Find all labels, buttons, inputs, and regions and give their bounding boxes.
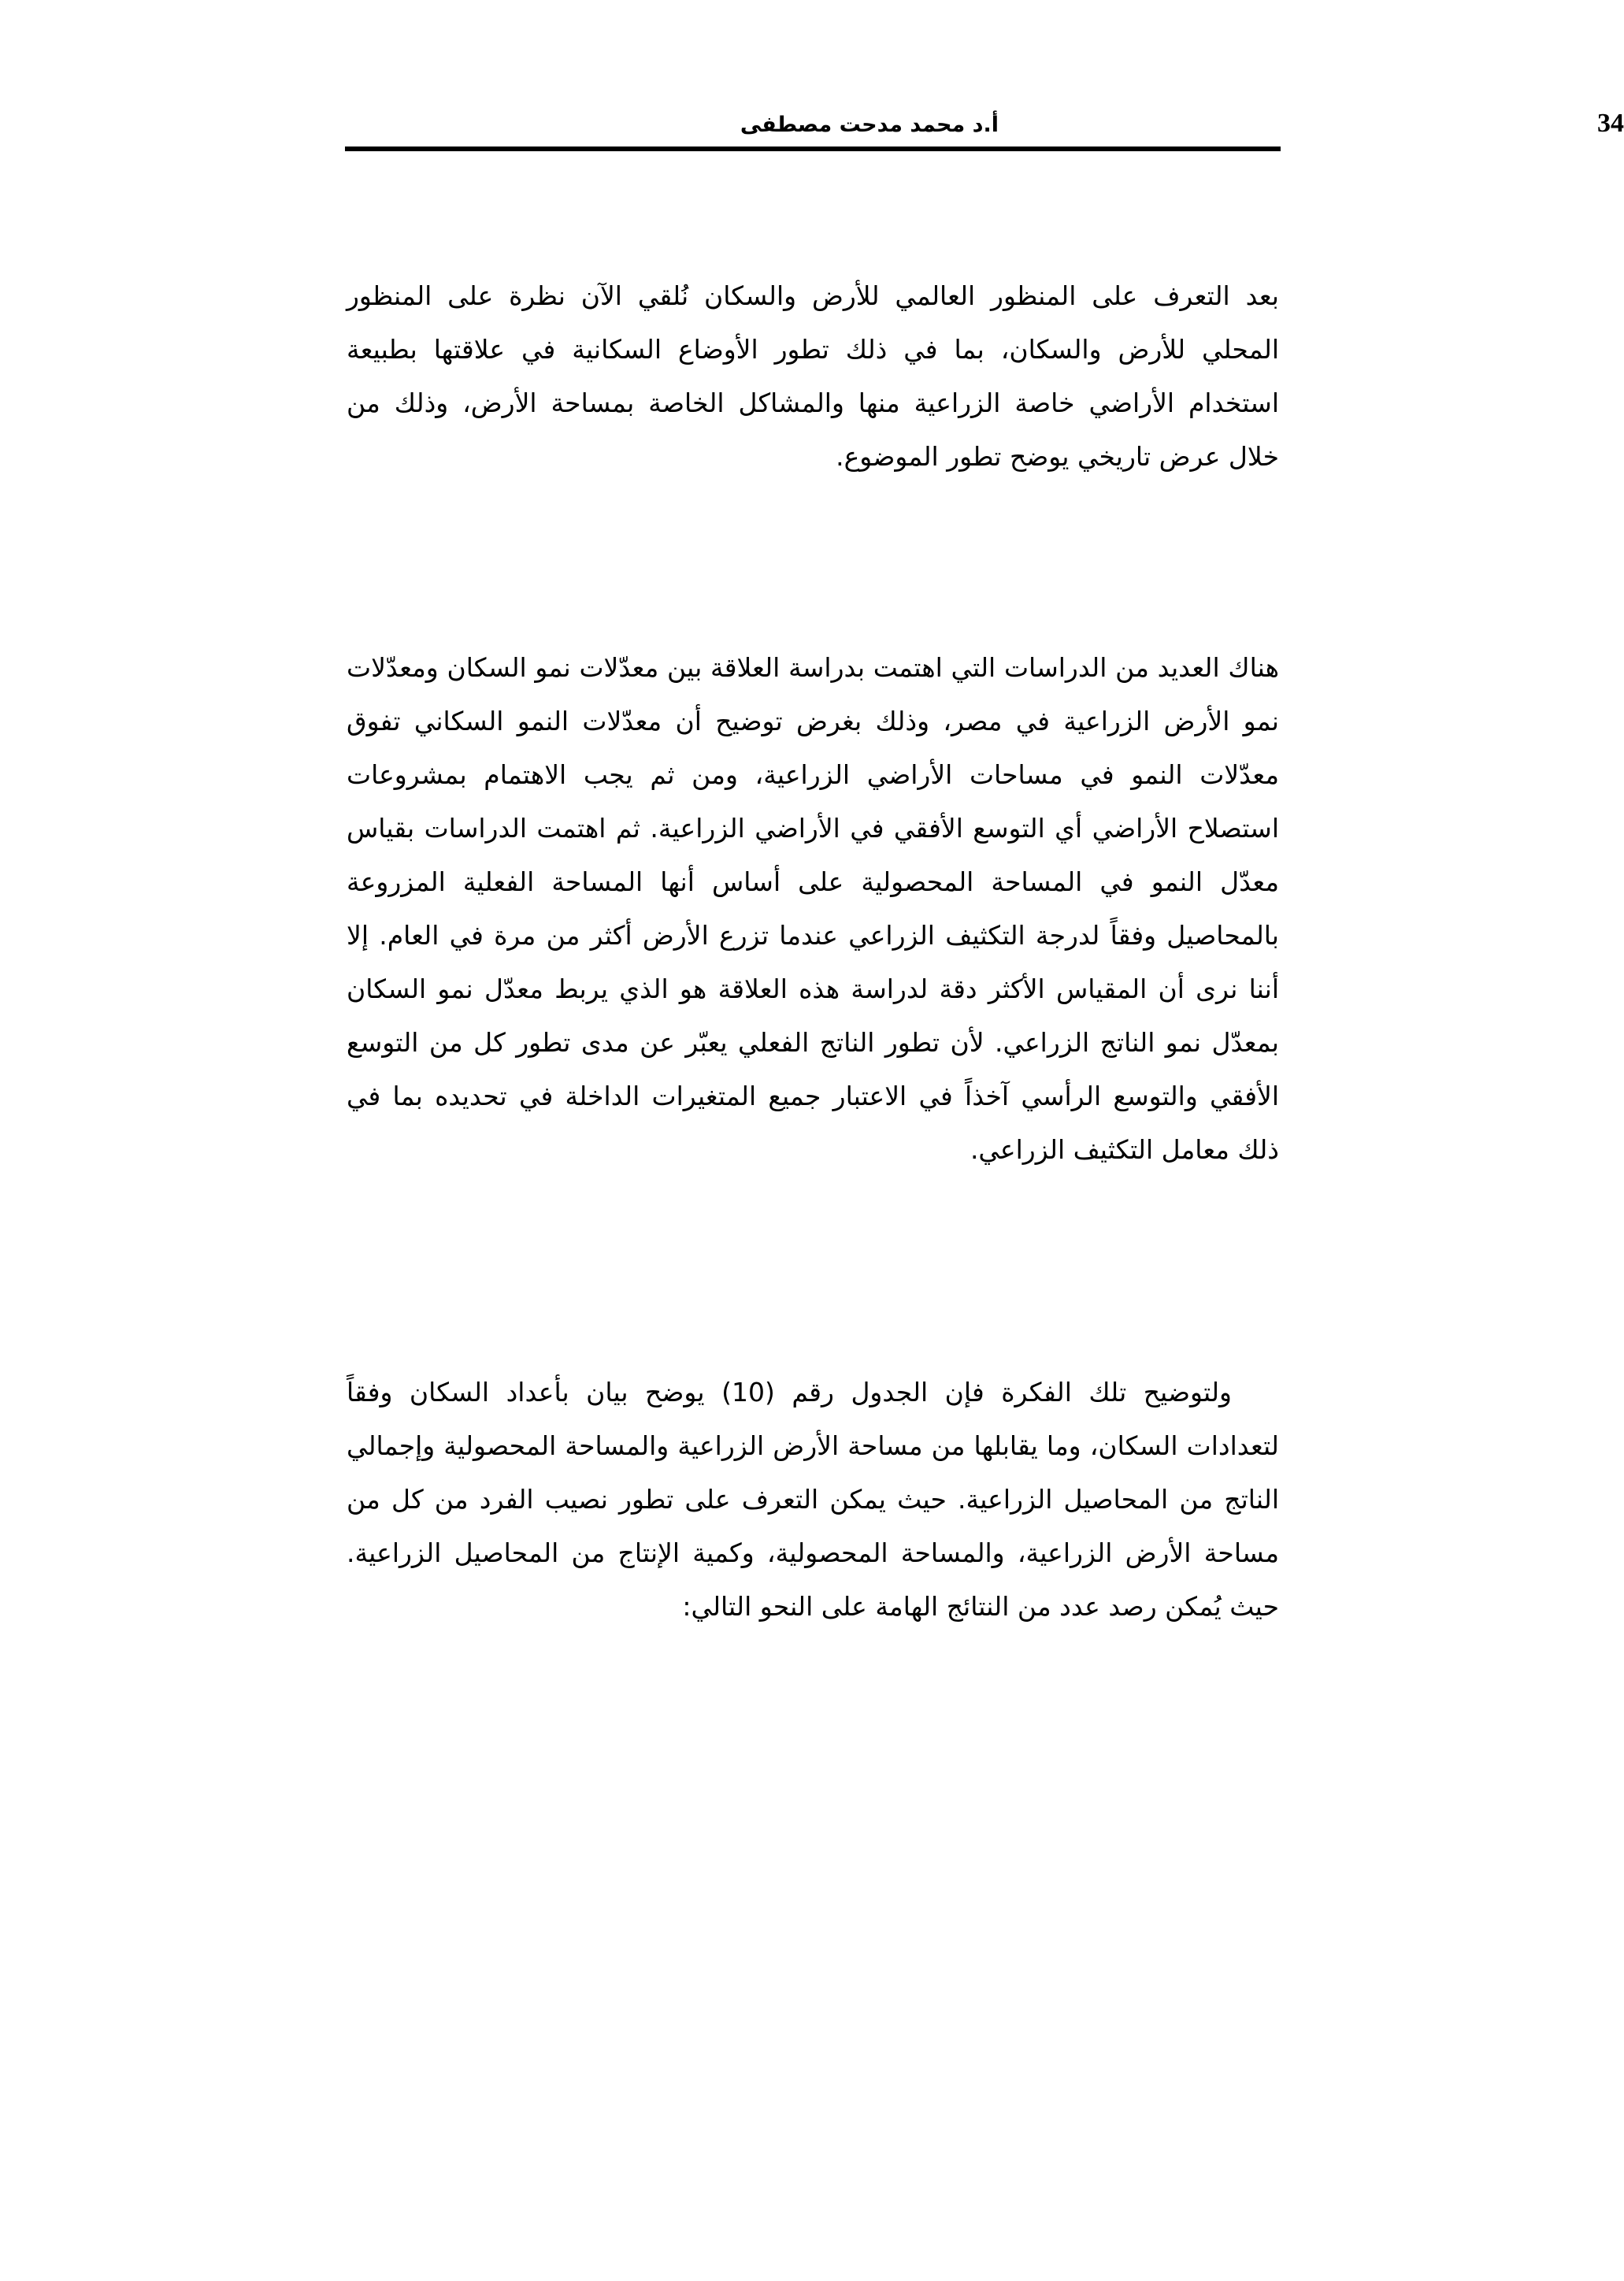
paragraph-studies: هناك العديد من الدراسات التي اهتمت بدراسة العلاقة بين معدّلات نمو السكان ومعدّلات نمو الأرض الزراعية في مصر، وذلك بغرض توضيح أن معدّلات النمو السكاني تفوق معدّلات النمو في مساحات الأراضي الزراعية، ومن ثم يجب الاهتمام بمشروعات استصلاح الأراضي أي التوسع الأفقي في الأراضي الزراعية. ثم اهتمت الدراسات بقياس معدّل النمو في المساحة المحصولية على أساس أنها المساحة الفعلية المزروعة بالمحاصيل وفقاً لدرجة التكثيف الزراعي عندما تزرع الأرض أكثر من مرة في العام. إلا أننا نرى أن المقياس الأكثر دقة لدراسة هذه العلاقة هو الذي يربط معدّل نمو السكان بمعدّل نمو الناتج الزراعي. لأن تطور الناتج الفعلي يعبّر عن مدى تطور كل من التوسع الأفقي والتوسع الرأسي آخذاً في الاعتبار جميع المتغيرات الداخلة في تحديده بما في ذلك معامل التكثيف الزراعي. — [347, 652, 1279, 1165]
page-number: 34 — [1597, 109, 1624, 138]
paragraph-table-explanation: ولتوضيح تلك الفكرة فإن الجدول رقم (10) يوضح بيان بأعداد السكان وفقاً لتعدادات السكان، وما يقابلها من مساحة الأرض الزراعية والمساحة المحصولية وإجمالي الناتج من المحاصيل الزراعية. حيث يمكن التعرف على تطور نصيب الفرد من كل من مساحة الأرض الزراعية، والمساحة المحصولية، وكمية الإنتاج من المحاصيل الزراعية. حيث يُمكن رصد عدد من النتائج الهامة على النحو التالي: — [347, 1377, 1279, 1622]
paragraph-intro: بعد التعرف على المنظور العالمي للأرض والسكان نُلقي الآن نظرة على المنظور المحلي للأرض والسكان، بما في ذلك تطور الأوضاع السكانية في علاقتها بطبيعة استخدام الأراضي خاصة الزراعية منها والمشاكل الخاصة بمساحة الأرض، وذلك من خلال عرض تاريخي يوضح تطور الموضوع. — [347, 280, 1279, 472]
author-name: أ.د محمد مدحت مصطفى — [740, 113, 999, 137]
page-header — [345, 101, 1624, 151]
